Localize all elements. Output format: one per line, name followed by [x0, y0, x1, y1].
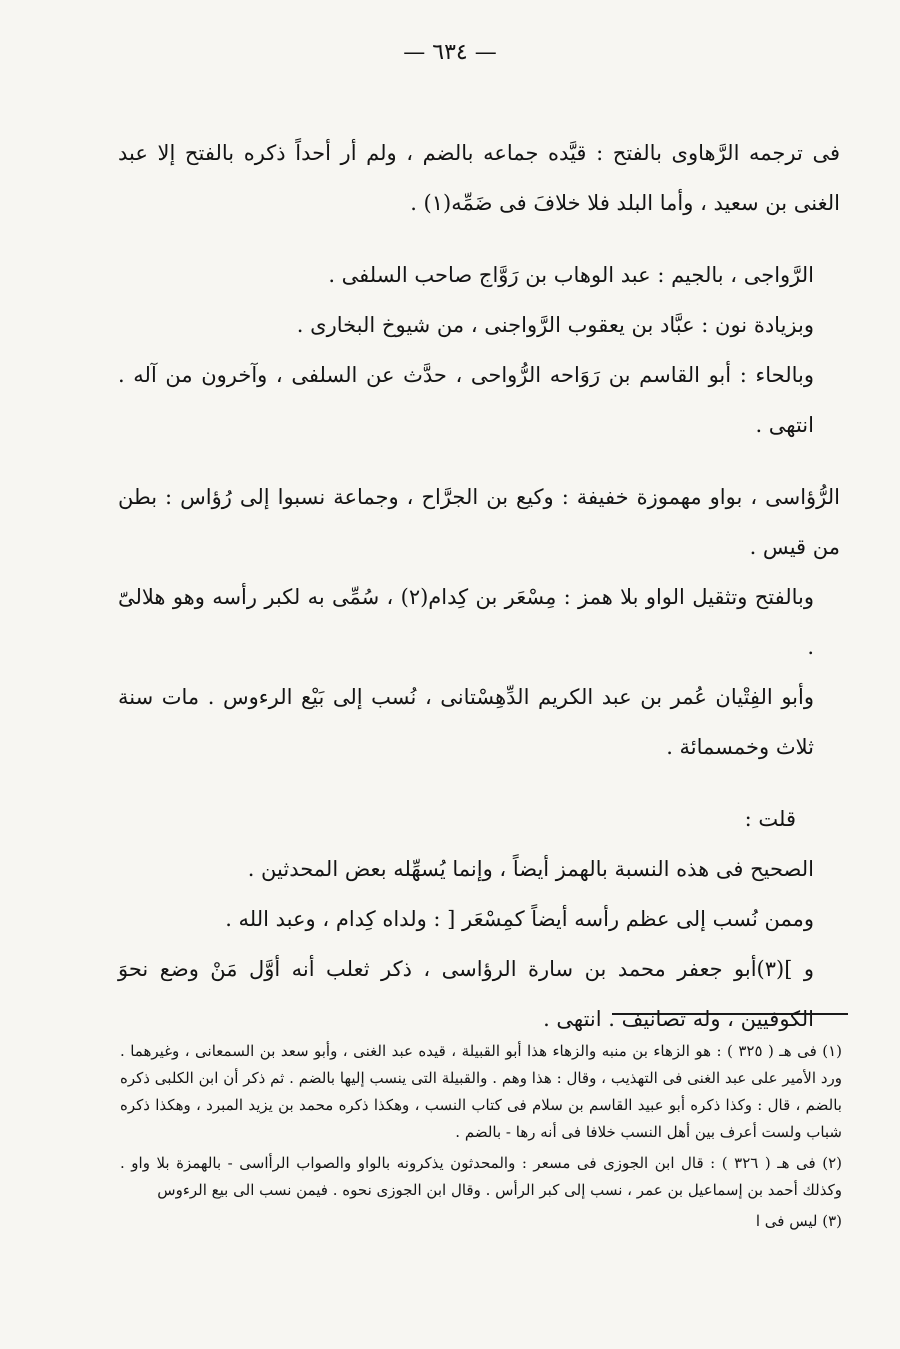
paragraph-gap — [118, 228, 840, 250]
paragraph-gap — [118, 450, 840, 472]
paragraph-rahawi: فى ترجمه الرَّهاوى بالفتح : قيَّده جماعه بالضم ، ولم أر أحداً ذكره بالفتح إلا عبد الغنى بن سعيد ، وأما البلد فلا خلافَ فى ضَمِّه(١) . — [118, 141, 840, 215]
entry-rawwasi: وبالفتح وتثقيل الواو بلا همز : مِسْعَر بن كِدام(٢) ، سُمِّى به لكبر رأسه وهو هلالىّ . — [118, 585, 814, 659]
footnotes — [120, 1038, 842, 1235]
paragraph-man-nusiba: وممن نُسب إلى عظم رأسه أيضاً كمِسْعَر [ : ولداه كِدام ، وعبد الله . — [225, 907, 814, 931]
footnote-divider — [612, 1013, 848, 1015]
paragraph-gap — [118, 772, 840, 794]
entry-rawahi: وبالحاء : أبو القاسم بن رَوَاحه الرُّواحى ، حدَّث عن السلفى ، وآخرون من آله . انتهى . — [118, 363, 814, 437]
footnote-3: (٣) ليس فى ا — [755, 1212, 842, 1230]
main-text — [118, 128, 840, 1044]
paragraph-sahih: الصحيح فى هذه النسبة بالهمز أيضاً ، وإنما يُسهِّله بعض المحدثين . — [247, 857, 814, 881]
page-number: — ٦٣٤ — — [403, 40, 497, 65]
footnote-2: (٢) فى هـ ( ٣٢٦ ) : قال ابن الجوزى فى مسعر : والمحدثون يذكرونه بالواو والصواب الرأاسى - بالهمزة بلا واو . وكذلك أحمد بن إسماعيل بن عمر ، نسب إلى كبر الرأس . وقال ابن الجوزى نحوه . فيمن نسب الى بيع الرءوس — [120, 1154, 842, 1199]
entry-abu-al-fityan: وأبو الفِتْيان عُمر بن عبد الكريم الدِّهِسْتانى ، نُسب إلى بَيْع الرءوس . مات سنة ثلاث وخمسمائة . — [118, 685, 814, 759]
entry-rawaji: الرَّواجى ، بالجيم : عبد الوهاب بن رَوَّاج صاحب السلفى . — [328, 263, 814, 287]
section-heading-qultu: قلت : — [744, 807, 796, 831]
paragraph-abu-jafar: و ](٣)أبو جعفر محمد بن سارة الرؤاسى ، ذكر ثعلب أنه أوَّل مَنْ وضع نحوَ الكوفيين ، وله تصانيف . انتهى . — [118, 957, 815, 1031]
entry-ruasi: الرُّؤاسى ، بواو مهموزة خفيفة : وكيع بن الجرَّاح ، وجماعة نسبوا إلى رُؤاس : بطن من قيس . — [118, 485, 840, 559]
footnote-1: (١) فى هـ ( ٣٢٥ ) : هو الزهاء بن منبه والزهاء هذا أبو القبيلة ، قيده عبد الغنى ، وأبو سعد بن السمعانى ، وغيرهما . ورد الأمير على عبد الغنى فى التهذيب ، وقال : هذا وهم . والقبيلة التى ينسب إليها بالضم . ثم ذكر أن ابن الكلبى ذكره بالضم ، قال : وكذا ذكره أبو عبيد القاسم بن سلام فى كتاب النسب ، وهكذا ذكره محمد بن يزيد المبرد ، وهكذا ذكره شباب ولست أعرف بين أهل النسب خلافا فى أنه رها - بالضم . — [120, 1042, 842, 1141]
entry-rawajini: وبزيادة نون : عبَّاد بن يعقوب الرَّواجنى ، من شيوخ البخارى . — [296, 313, 814, 337]
